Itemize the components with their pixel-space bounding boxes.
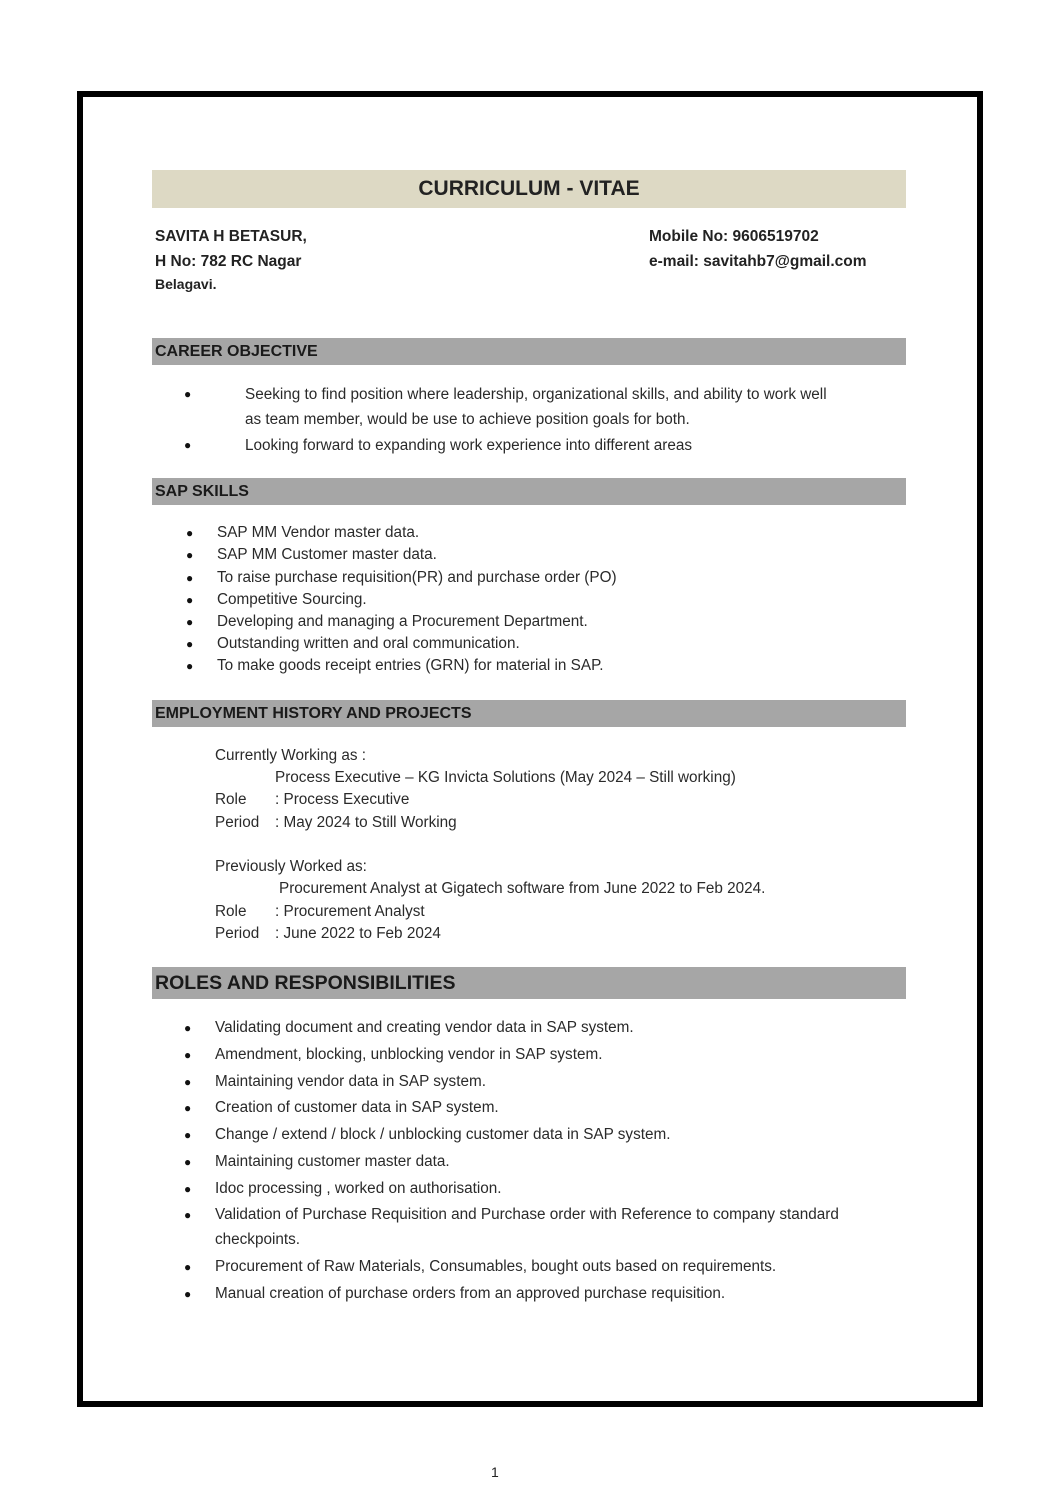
candidate-name: SAVITA H BETASUR, bbox=[155, 228, 307, 245]
bullet-icon: ● bbox=[186, 548, 194, 562]
previous-label: Previously Worked as: bbox=[215, 858, 367, 875]
role-item: Idoc processing , worked on authorisation. bbox=[215, 1180, 502, 1197]
role-item: checkpoints. bbox=[215, 1231, 301, 1248]
skill-item: Developing and managing a Procurement Department. bbox=[217, 613, 588, 630]
skill-item: SAP MM Vendor master data. bbox=[217, 524, 420, 541]
role-item: Maintaining vendor data in SAP system. bbox=[215, 1073, 486, 1090]
bullet-icon: ● bbox=[184, 438, 192, 452]
current-period-label: Period bbox=[215, 814, 260, 831]
role-item: Procurement of Raw Materials, Consumables, bought outs based on requirements. bbox=[215, 1258, 777, 1275]
bullet-icon: ● bbox=[184, 1021, 192, 1035]
skill-item: To raise purchase requisition(PR) and purchase order (PO) bbox=[217, 569, 617, 586]
previous-position: Procurement Analyst at Gigatech software from June 2022 to Feb 2024. bbox=[279, 880, 766, 897]
current-position: Process Executive – KG Invicta Solutions (May 2024 – Still working) bbox=[275, 769, 736, 786]
current-role-value: : Process Executive bbox=[275, 791, 410, 808]
bullet-icon: ● bbox=[186, 659, 194, 673]
roles-heading: ROLES AND RESPONSIBILITIES bbox=[152, 967, 906, 999]
bullet-icon: ● bbox=[186, 637, 194, 651]
skill-item: Competitive Sourcing. bbox=[217, 591, 367, 608]
email-address: e-mail: savitahb7@gmail.com bbox=[649, 253, 867, 270]
sap-skills-heading: SAP SKILLS bbox=[152, 478, 906, 505]
role-item: Amendment, blocking, unblocking vendor in SAP system. bbox=[215, 1046, 603, 1063]
role-item: Change / extend / block / unblocking customer data in SAP system. bbox=[215, 1126, 671, 1143]
bullet-icon: ● bbox=[184, 387, 192, 401]
bullet-icon: ● bbox=[184, 1260, 192, 1274]
bullet-icon: ● bbox=[184, 1208, 192, 1222]
previous-role-label: Role bbox=[215, 903, 247, 920]
skill-item: SAP MM Customer master data. bbox=[217, 546, 437, 563]
bullet-icon: ● bbox=[184, 1155, 192, 1169]
current-period-value: : May 2024 to Still Working bbox=[275, 814, 457, 831]
mobile-number: Mobile No: 9606519702 bbox=[649, 228, 819, 245]
previous-role-value: : Procurement Analyst bbox=[275, 903, 425, 920]
employment-heading: EMPLOYMENT HISTORY AND PROJECTS bbox=[152, 700, 906, 727]
bullet-icon: ● bbox=[186, 526, 194, 540]
address-city: Belagavi. bbox=[155, 276, 217, 292]
bullet-icon: ● bbox=[186, 571, 194, 585]
bullet-icon: ● bbox=[184, 1128, 192, 1142]
skill-item: Outstanding written and oral communication. bbox=[217, 635, 520, 652]
skill-item: To make goods receipt entries (GRN) for material in SAP. bbox=[217, 657, 604, 674]
bullet-icon: ● bbox=[184, 1075, 192, 1089]
role-item: Creation of customer data in SAP system. bbox=[215, 1099, 499, 1116]
objective-item: as team member, would be use to achieve position goals for both. bbox=[245, 411, 690, 428]
role-item: Manual creation of purchase orders from an approved purchase requisition. bbox=[215, 1285, 726, 1302]
previous-period-value: : June 2022 to Feb 2024 bbox=[275, 925, 441, 942]
previous-period-label: Period bbox=[215, 925, 260, 942]
bullet-icon: ● bbox=[184, 1287, 192, 1301]
page-number: 1 bbox=[491, 1464, 499, 1480]
bullet-icon: ● bbox=[184, 1048, 192, 1062]
role-item: Maintaining customer master data. bbox=[215, 1153, 450, 1170]
current-role-label: Role bbox=[215, 791, 247, 808]
address-line: H No: 782 RC Nagar bbox=[155, 253, 302, 270]
role-item: Validating document and creating vendor data in SAP system. bbox=[215, 1019, 634, 1036]
objective-item: Seeking to find position where leadership, organizational skills, and ability to work well bbox=[245, 386, 827, 403]
bullet-icon: ● bbox=[184, 1101, 192, 1115]
role-item: Validation of Purchase Requisition and Purchase order with Reference to company standard bbox=[215, 1206, 839, 1223]
bullet-icon: ● bbox=[186, 593, 194, 607]
document-title: CURRICULUM - VITAE bbox=[152, 170, 906, 208]
career-objective-heading: CAREER OBJECTIVE bbox=[152, 338, 906, 365]
bullet-icon: ● bbox=[186, 615, 194, 629]
objective-item: Looking forward to expanding work experience into different areas bbox=[245, 437, 693, 454]
bullet-icon: ● bbox=[184, 1182, 192, 1196]
current-label: Currently Working as : bbox=[215, 747, 367, 764]
